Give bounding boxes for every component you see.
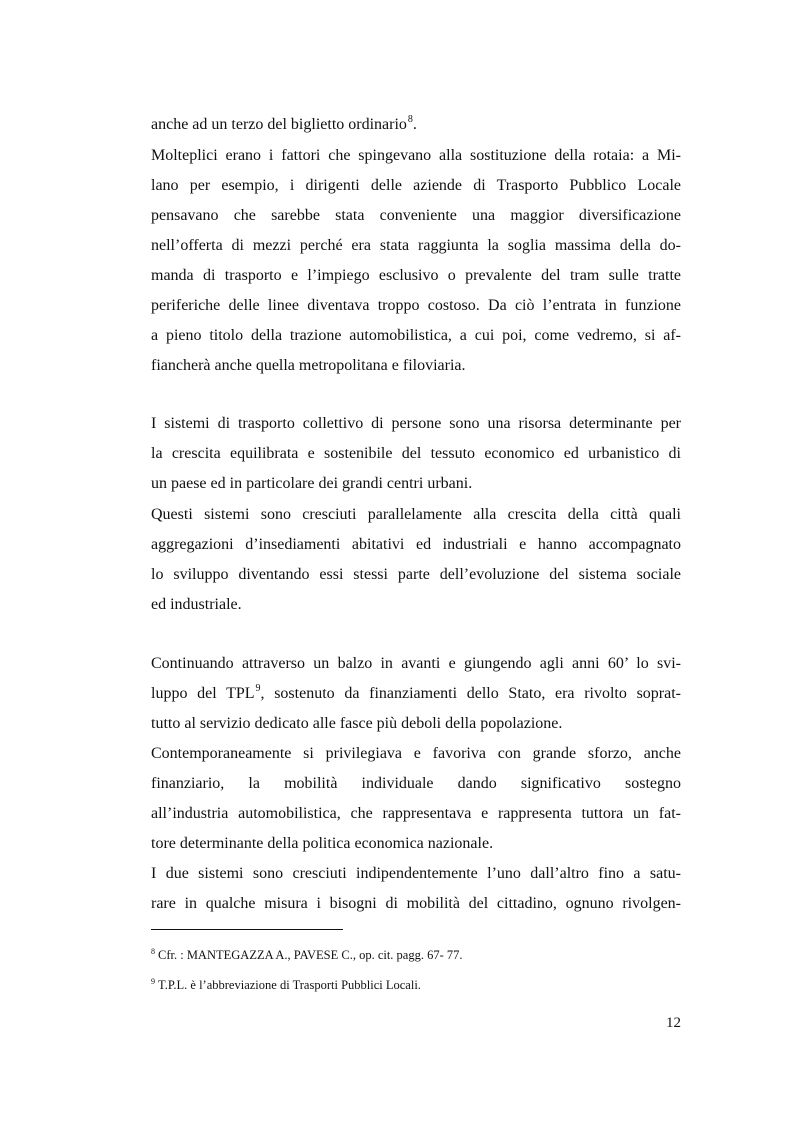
text-line: finanziario, la mobilità individuale dando significativo sostegno [151, 775, 681, 792]
footnote-text: T.P.L. è l’abbreviazione di Trasporti Pubblici Locali. [158, 978, 421, 992]
text-line: tutto al servizio dedicato alle fasce più deboli della popolazione. [151, 715, 563, 732]
footnote-8 [151, 947, 681, 965]
text-line [151, 684, 681, 706]
footnote-ref-9[interactable]: 9 [255, 683, 261, 694]
page-number: 12 [666, 1015, 681, 1031]
text-span: anche ad un terzo del biglietto ordinario [151, 116, 407, 133]
footnote-mark: 9 [151, 977, 155, 986]
text-line: Continuando attraverso un balzo in avanti e giungendo agli anni 60’ lo svi- [151, 655, 681, 672]
text-line: ed industriale. [151, 596, 242, 613]
text-line: nell’offerta di mezzi perché era stata raggiunta la soglia massima della do- [151, 237, 681, 254]
text-line: Molteplici erano i fattori che spingevano alla sostituzione della rotaia: a Mi- [151, 147, 681, 164]
text-line: lano per esempio, i dirigenti delle aziende di Trasporto Pubblico Locale [151, 177, 681, 194]
text-span: luppo del TPL [151, 685, 255, 702]
text-line: la crescita equilibrata e sostenibile del tessuto economico ed urbanistico di [151, 445, 681, 462]
text-line: lo sviluppo diventando essi stessi parte dell’evoluzione del sistema sociale [151, 566, 681, 583]
text-line: all’industria automobilistica, che rappresentava e rappresenta tuttora un fat- [151, 805, 681, 822]
footnote-ref-8[interactable]: 8 [407, 114, 413, 125]
text-line: un paese ed in particolare dei grandi centri urbani. [151, 475, 473, 492]
footnote-9 [151, 977, 681, 995]
text-line: aggregazioni d’insediamenti abitativi ed industriali e hanno accompagnato [151, 536, 681, 553]
footnote-separator [151, 929, 343, 930]
footnote-text: Cfr. : MANTEGAZZA A., PAVESE C., op. cit. pagg. 67- 77. [158, 948, 463, 962]
text-span: , sostenuto da finanziamenti dello Stato, era rivolto soprat- [260, 685, 681, 702]
text-line: pensavano che sarebbe stata conveniente una maggior diversificazione [151, 207, 681, 224]
text-line: I due sistemi sono cresciuti indipendentemente l’uno dall’altro fino a satu- [151, 865, 681, 882]
text-line: I sistemi di trasporto collettivo di persone sono una risorsa determinante per [151, 415, 681, 432]
text-line: a pieno titolo della trazione automobilistica, a cui poi, come vedremo, si af- [151, 327, 681, 344]
text-line: tore determinante della politica economica nazionale. [151, 835, 494, 852]
text-line: manda di trasporto e l’impiego esclusivo o prevalente del tram sulle tratte [151, 267, 681, 284]
text-line: fiancherà anche quella metropolitana e filoviaria. [151, 357, 466, 374]
footnote-mark: 8 [151, 947, 155, 956]
text-span: . [412, 116, 417, 133]
text-line [151, 115, 681, 137]
text-line: Questi sistemi sono cresciuti parallelamente alla crescita della città quali [151, 506, 681, 523]
text-line: rare in qualche misura i bisogni di mobilità del cittadino, ognuno rivolgen- [151, 895, 681, 912]
text-line: Contemporaneamente si privilegiava e favoriva con grande sforzo, anche [151, 745, 681, 762]
text-line: periferiche delle linee diventava troppo costoso. Da ciò l’entrata in funzione [151, 297, 681, 314]
